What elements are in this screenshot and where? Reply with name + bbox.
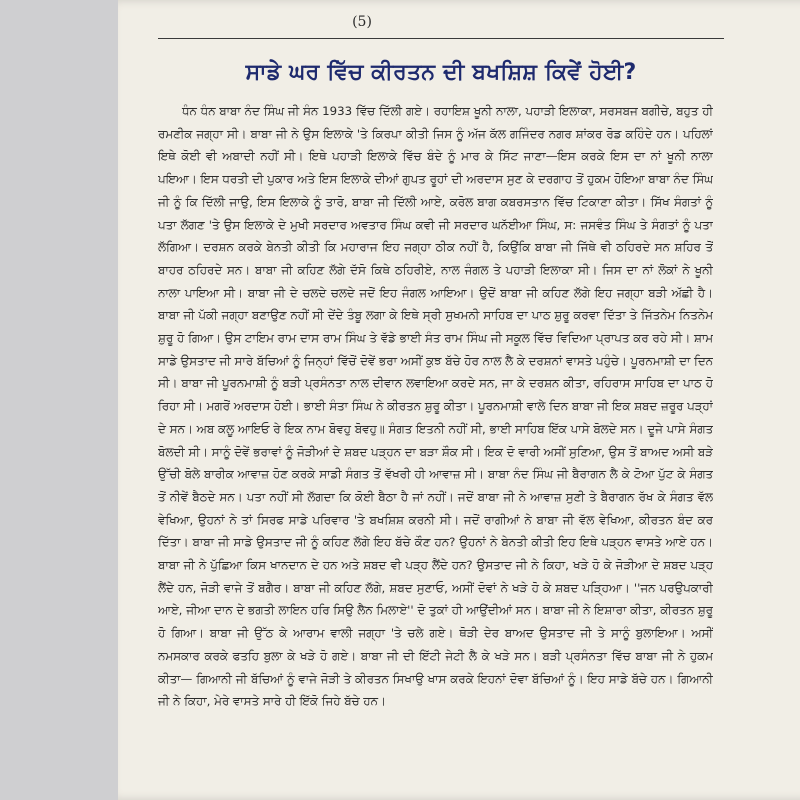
book-page xyxy=(118,0,800,800)
header-rule xyxy=(158,38,724,39)
body-paragraph: ਧੰਨ ਧੰਨ ਬਾਬਾ ਨੰਦ ਸਿੰਘ ਜੀ ਸੰਨ 1933 ਵਿੱਚ ਦਿੱਲੀ ਗਏ। ਰਹਾਇਸ਼ ਖੂਨੀ ਨਾਲਾ, ਪਹਾੜੀ ਇਲਾਕਾ, ਸਰਸਬਜ ਬਗੀਚੇ, ਬਹੁਤ ਹੀ ਰਮਣੀਕ ਜਗ੍ਹਾ ਸੀ। ਬਾਬਾ ਜੀ ਨੇ ਉਸ ਇਲਾਕੇ 'ਤੇ ਕਿਰਪਾ ਕੀਤੀ ਜਿਸ ਨੂੰ ਅੱਜ ਕੱਲ ਗਜਿੰਦਰ ਨਗਰ ਸ਼ਾਂਕਰ ਰੋਡ ਕਹਿੰਦੇ ਹਨ। ਪਹਿਲਾਂ ਇਥੇ ਕੋਈ ਵੀ ਅਬਾਦੀ ਨਹੀਂ ਸੀ। ਇਥੇ ਪਹਾੜੀ ਇਲਾਕੇ ਵਿੱਚ ਬੰਦੇ ਨੂੰ ਮਾਰ ਕੇ ਸਿੱਟ ਜਾਣਾ—ਇਸ ਕਰਕੇ ਇਸ ਦਾ ਨਾਂ ਖੂਨੀ ਨਾਲਾ ਪਇਆ। ਇਸ ਧਰਤੀ ਦੀ ਪੁਕਾਰ ਅਤੇ ਇਸ ਇਲਾਕੇ ਦੀਆਂ ਗੁਪਤ ਰੂਹਾਂ ਦੀ ਅਰਦਾਸ ਸੁਣ ਕੇ ਦਰਗਾਹ ਤੋਂ ਹੁਕਮ ਹੋਇਆ ਬਾਬਾ ਨੰਦ ਸਿੰਘ ਜੀ ਨੂੰ ਕਿ ਦਿੱਲੀ ਜਾਉ, ਇਸ ਇਲਾਕੇ ਨੂੰ ਤਾਰੋ, ਬਾਬਾ ਜੀ ਦਿੱਲੀ ਆਏ, ਕਰੋਲ ਬਾਗ ਕਬਰਸਤਾਨ ਵਿੱਚ ਟਿਕਾਣਾ ਕੀਤਾ। ਸਿੱਖ ਸੰਗਤਾਂ ਨੂੰ ਪਤਾ ਲੱਗਣ 'ਤੇ ਉਸ ਇਲਾਕੇ ਦੇ ਮੁਖੀ ਸਰਦਾਰ ਅਵਤਾਰ ਸਿੰਘ ਕਵੀ ਜੀ ਸਰਦਾਰ ਘਨੱਈਆ ਸਿੰਘ, ਸ: ਜਸਵੰਤ ਸਿੰਘ ਤੇ ਸੰਗਤਾਂ ਨੂੰ ਪਤਾ ਲੱਗਿਆ। ਦਰਸ਼ਨ ਕਰਕੇ ਬੇਨਤੀ ਕੀਤੀ ਕਿ ਮਹਾਰਾਜ ਇਹ ਜਗ੍ਹਾ ਠੀਕ ਨਹੀਂ ਹੈ, ਕਿਉਂਕਿ ਬਾਬਾ ਜੀ ਜਿੱਥੇ ਵੀ ਠਹਿਰਦੇ ਸਨ ਸ਼ਹਿਰ ਤੋਂ ਬਾਹਰ ਠਹਿਰਦੇ ਸਨ। ਬਾਬਾ ਜੀ ਕਹਿਣ ਲੱਗੇ ਦੱਸੋ ਕਿਥੇ ਠਹਿਰੀਏ, ਨਾਲ ਜੰਗਲ ਤੇ ਪਹਾੜੀ ਇਲਾਕਾ ਸੀ। ਜਿਸ ਦਾ ਨਾਂ ਲੋਕਾਂ ਨੇ ਖੂਨੀ ਨਾਲਾ ਪਾਇਆ ਸੀ। ਬਾਬਾ ਜੀ ਦੇ ਚਲਦੇ ਚਲਦੇ ਜਦੋਂ ਇਹ ਜੰਗਲ ਆਇਆ। ਉਦੋਂ ਬਾਬਾ ਜੀ ਕਹਿਣ ਲੱਗੇ ਇਹ ਜਗ੍ਹਾ ਬੜੀ ਅੱਛੀ ਹੈ। ਬਾਬਾ ਜੀ ਪੱਕੀ ਜਗ੍ਹਾ ਬਣਾਉਣ ਨਹੀਂ ਸੀ ਦੇਂਦੇ ਤੰਬੂ ਲਗਾ ਕੇ ਇਥੇ ਸ੍ਰੀ ਸੁਖਮਨੀ ਸਾਹਿਬ ਦਾ ਪਾਠ ਸ਼ੁਰੂ ਕਰਵਾ ਦਿੱਤਾ ਤੇ ਜਿੱਤਨੇਮ ਨਿਤਨੇਮ ਸ਼ੁਰੂ ਹੋ ਗਿਆ। ਉਸ ਟਾਇਮ ਰਾਮ ਦਾਸ ਰਾਮ ਸਿੰਘ ਤੇ ਵੱਡੇ ਭਾਈ ਸੰਤ ਰਾਮ ਸਿੰਘ ਜੀ ਸਕੂਲ ਵਿੱਚ ਵਿਦਿਆ ਪ੍ਰਾਪਤ ਕਰ ਰਹੇ ਸੀ। ਸ਼ਾਮ ਸਾਡੇ ਉਸਤਾਦ ਜੀ ਸਾਰੇ ਬੱਚਿਆਂ ਨੂੰ ਜਿਨ੍ਹਾਂ ਵਿੱਚੋਂ ਦੋਵੇਂ ਭਰਾ ਅਸੀਂ ਕੁਝ ਬੱਚੇ ਹੋਰ ਨਾਲ ਲੈ ਕੇ ਦਰਸ਼ਨਾਂ ਵਾਸਤੇ ਪਹੁੰਚੇ। ਪੂਰਨਮਾਸ਼ੀ ਦਾ ਦਿਨ ਸੀ। ਬਾਬਾ ਜੀ ਪੂਰਨਮਾਸ਼ੀ ਨੂੰ ਬੜੀ ਪ੍ਰਸੰਨਤਾ ਨਾਲ ਦੀਵਾਨ ਲਵਾਇਆ ਕਰਦੇ ਸਨ, ਜਾ ਕੇ ਦਰਸ਼ਨ ਕੀਤਾ, ਰਹਿਰਾਸ ਸਾਹਿਬ ਦਾ ਪਾਠ ਹੋ ਰਿਹਾ ਸੀ। ਮਗਰੋਂ ਅਰਦਾਸ ਹੋਈ। ਭਾਈ ਸੰਤਾ ਸਿੰਘ ਨੇ ਕੀਰਤਨ ਸ਼ੁਰੂ ਕੀਤਾ। ਪੂਰਨਮਾਸ਼ੀ ਵਾਲੇ ਦਿਨ ਬਾਬਾ ਜੀ ਇਕ ਸ਼ਬਦ ਜ਼ਰੂਰ ਪੜ੍ਹਾਂ ਦੇ ਸਨ। ਅਬ ਕਲੂ ਆਇਓ ਰੇ ਇਕ ਨਾਮ ਬੋਵਹੁ ਬੋਵਹੁ॥ ਸੰਗਤ ਇਤਨੀ ਨਹੀਂ ਸੀ, ਭਾਈ ਸਾਹਿਬ ਇੱਕ ਪਾਸੇ ਬੋਲਦੇ ਸਨ। ਦੂਜੇ ਪਾਸੇ ਸੰਗਤ ਬੋਲਦੀ ਸੀ। ਸਾਨੂੰ ਦੋਵੇਂ ਭਰਾਵਾਂ ਨੂੰ ਜੋੜੀਆਂ ਦੇ ਸ਼ਬਦ ਪੜ੍ਹਨ ਦਾ ਬੜਾ ਸ਼ੌਕ ਸੀ। ਇਕ ਦੋ ਵਾਰੀ ਅਸੀਂ ਸੁਣਿਆ, ਉਸ ਤੋਂ ਬਾਅਦ ਅਸੀ ਬੜੇ ਉੱਚੀ ਬੋਲੇ ਬਾਰੀਕ ਆਵਾਜ਼ ਹੋਣ ਕਰਕੇ ਸਾਡੀ ਸੰਗਤ ਤੋਂ ਵੱਖਰੀ ਹੀ ਆਵਾਜ਼ ਸੀ। ਬਾਬਾ ਨੰਦ ਸਿੰਘ ਜੀ ਬੈਰਾਗਨ ਲੈ ਕੇ ਟੋਆ ਪੁੱਟ ਕੇ ਸੰਗਤ ਤੋਂ ਨੀਵੇਂ ਬੈਠਦੇ ਸਨ। ਪਤਾ ਨਹੀਂ ਸੀ ਲੱਗਦਾ ਕਿ ਕੋਈ ਬੈਠਾ ਹੈ ਜਾਂ ਨਹੀਂ। ਜਦੋਂ ਬਾਬਾ ਜੀ ਨੇ ਆਵਾਜ਼ ਸੁਣੀ ਤੇ ਬੈਰਾਗਨ ਰੱਖ ਕੇ ਸੰਗਤ ਵੱਲ ਵੇਖਿਆ, ਉਹਨਾਂ ਨੇ ਤਾਂ ਸਿਰਫ ਸਾਡੇ ਪਰਿਵਾਰ 'ਤੇ ਬਖਸ਼ਿਸ਼ ਕਰਨੀ ਸੀ। ਜਦੋਂ ਰਾਗੀਆਂ ਨੇ ਬਾਬਾ ਜੀ ਵੱਲ ਵੇਖਿਆ, ਕੀਰਤਨ ਬੰਦ ਕਰ ਦਿੱਤਾ। ਬਾਬਾ ਜੀ ਸਾਡੇ ਉਸਤਾਦ ਜੀ ਨੂੰ ਕਹਿਣ ਲੱਗੇ ਇਹ ਬੱਚੇ ਕੌਣ ਹਨ? ਉਹਨਾਂ ਨੇ ਬੇਨਤੀ ਕੀਤੀ ਇਹ ਇਥੇ ਪੜ੍ਹਨ ਵਾਸਤੇ ਆਏ ਹਨ। ਬਾਬਾ ਜੀ ਨੇ ਪੁੱਛਿਆ ਕਿਸ ਖਾਨਦਾਨ ਦੇ ਹਨ ਅਤੇ ਸ਼ਬਦ ਵੀ ਪੜ੍ਹ ਲੈਂਦੇ ਹਨ? ਉਸਤਾਦ ਜੀ ਨੇ ਕਿਹਾ, ਖੜੇ ਹੋ ਕੇ ਜੋੜੀਆ ਦੇ ਸ਼ਬਦ ਪੜ੍ਹ ਲੈਂਦੇ ਹਨ, ਜੋੜੀ ਵਾਜੇ ਤੋਂ ਬਗੈਰ। ਬਾਬਾ ਜੀ ਕਹਿਣ ਲੱਗੇ, ਸ਼ਬਦ ਸੁਣਾਓ, ਅਸੀਂ ਦੋਵਾਂ ਨੇ ਖੜੇ ਹੋ ਕੇ ਸ਼ਬਦ ਪੜ੍ਹਿਆ। ''ਜਨ ਪਰਉਪਕਾਰੀ ਆਏ, ਜੀਆ ਦਾਨ ਦੇ ਭਗਤੀ ਲਾਇਨ ਹਰਿ ਸਿਉ ਲੈਨ ਮਿਲਾਏ'' ਦੋ ਤੁਕਾਂ ਹੀ ਆਉਂਦੀਆਂ ਸਨ। ਬਾਬਾ ਜੀ ਨੇ ਇਸ਼ਾਰਾ ਕੀਤਾ, ਕੀਰਤਨ ਸ਼ੁਰੂ ਹੋ ਗਿਆ। ਬਾਬਾ ਜੀ ਉੱਠ ਕੇ ਆਰਾਮ ਵਾਲੀ ਜਗ੍ਹਾ 'ਤੇ ਚਲੇ ਗਏ। ਥੋੜੀ ਦੇਰ ਬਾਅਦ ਉਸਤਾਦ ਜੀ ਤੇ ਸਾਨੂੰ ਬੁਲਾਇਆ। ਅਸੀਂ ਨਮਸਕਾਰ ਕਰਕੇ ਫਤਹਿ ਬੁਲਾ ਕੇ ਖੜੇ ਹੋ ਗਏ। ਬਾਬਾ ਜੀ ਦੀ ਇੱਟੀ ਜੇਟੀ ਲੈ ਕੇ ਖੜੇ ਸਨ। ਬੜੀ ਪ੍ਰਸੰਨਤਾ ਵਿੱਚ ਬਾਬਾ ਜੀ ਨੇ ਹੁਕਮ ਕੀਤਾ— ਗਿਆਨੀ ਜੀ ਬੱਚਿਆਂ ਨੂੰ ਵਾਜੇ ਜੋੜੀ ਤੇ ਕੀਰਤਨ ਸਿਖਾਉ ਖਾਸ ਕਰਕੇ ਇਹਨਾਂ ਦੋਵਾ ਬੱਚਿਆਂ ਨੂੰ। ਇਹ ਸਾਡੇ ਬੱਚੇ ਹਨ। ਗਿਆਨੀ ਜੀ ਨੇ ਕਿਹਾ, ਮੇਰੇ ਵਾਸਤੇ ਸਾਰੇ ਹੀ ਇੱਕੋ ਜਿਹੇ ਬੱਚੇ ਹਨ। xyxy=(158,104,713,709)
page-number: (5) xyxy=(352,14,372,30)
chapter-heading: ਸਾਡੇ ਘਰ ਵਿੱਚ ਕੀਰਤਨ ਦੀ ਬਖਸ਼ਿਸ਼ ਕਿਵੇਂ ਹੋਈ? xyxy=(245,60,637,85)
